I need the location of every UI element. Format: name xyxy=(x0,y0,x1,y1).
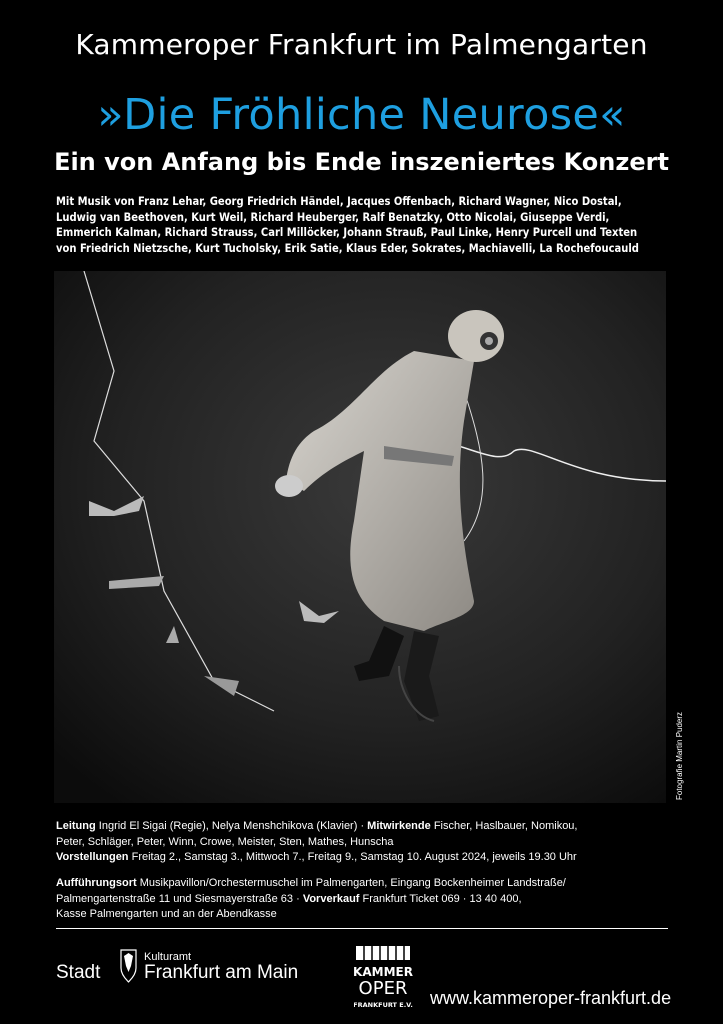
poster-photo xyxy=(54,271,666,803)
frankfurt-ev-text: FRANKFURT E.V. xyxy=(354,1001,413,1009)
venue-heading: Kammeroper Frankfurt im Palmengarten xyxy=(75,28,648,61)
stadt-text: Stadt xyxy=(56,962,101,983)
ort-label: Aufführungsort xyxy=(56,877,137,889)
jumping-figure-photo xyxy=(54,271,666,803)
credits-line: von Friedrich Nietzsche, Kurt Tucholsky, Erik Satie, Klaus Eder, Sokrates, Machiavelli, La Rochefoucauld xyxy=(56,241,639,255)
credits-line: Mit Musik von Franz Lehar, Georg Friedrich Händel, Jacques Offenbach, Richard Wagner, Nico Dostal, xyxy=(56,195,622,208)
website-url[interactable]: www.kammeroper-frankfurt.de xyxy=(430,988,672,1008)
footer-divider xyxy=(56,928,668,929)
vorverkauf-label: Vorverkauf xyxy=(302,892,360,905)
oper-text: OPER xyxy=(358,978,408,999)
leitung-line xyxy=(56,819,676,835)
ort-text: Musikpavillon/Orchestermuschel im Palmengarten, Eingang Bockenheimer Landstraße/ xyxy=(139,877,566,889)
mitwirkende-text: Fischer, Haslbauer, Nomikou, xyxy=(433,820,578,832)
frankfurt-eagle-icon xyxy=(56,946,316,986)
poster-title: »Die Fröhliche Neurose« xyxy=(97,90,626,140)
stadt-frankfurt-logo xyxy=(56,946,316,986)
vorstellungen-text: Freitag 2., Samstag 3., Mittwoch 7., Freitag 9., Samstag 10. August 2024, jeweils 19.30 Uhr xyxy=(131,851,577,863)
credits-line: Emmerich Kalman, Richard Strauss, Carl Millöcker, Johann Strauß, Paul Linke, Henry Purcell und Texten xyxy=(56,226,638,240)
kammer-text: KAMMER xyxy=(354,965,413,979)
ort-line xyxy=(56,876,676,892)
poster-subtitle: Ein von Anfang bis Ende inszeniertes Konzert xyxy=(54,148,669,176)
frankfurt-text: Frankfurt am Main xyxy=(144,962,299,983)
kammeroper-logo xyxy=(354,944,414,1012)
vorstellungen-line xyxy=(56,850,676,866)
ort-line-2 xyxy=(56,892,676,908)
kulturamt-text: Kulturamt xyxy=(144,951,192,963)
venue-info xyxy=(56,876,676,923)
music-credits xyxy=(56,194,668,256)
leitung-text: Ingrid El Sigai (Regie), Nelya Menshchikova (Klavier) · xyxy=(98,820,365,832)
ort-text-2: Palmengartenstraße 11 und Siesmayerstraße 63 · xyxy=(56,892,300,905)
performance-info xyxy=(56,819,676,866)
vorverkauf-line-2: Kasse Palmengarten und an der Abendkasse xyxy=(56,908,277,920)
mitwirkende-line: Peter, Schläger, Peter, Winn, Crowe, Meister, Sten, Mathes, Hunscha xyxy=(56,835,394,848)
photo-credit: Fotografie Martin Puderz xyxy=(675,711,684,800)
vorstellungen-label: Vorstellungen xyxy=(56,851,129,863)
leitung-label: Leitung xyxy=(56,820,96,832)
credits-line: Ludwig van Beethoven, Kurt Weil, Richard Heuberger, Ralf Benatzky, Otto Nicolai, Giuseppe Verdi, xyxy=(56,210,610,224)
vorverkauf-text: Frankfurt Ticket 069 · 13 40 400, xyxy=(362,892,522,905)
mitwirkende-label: Mitwirkende xyxy=(367,820,431,832)
